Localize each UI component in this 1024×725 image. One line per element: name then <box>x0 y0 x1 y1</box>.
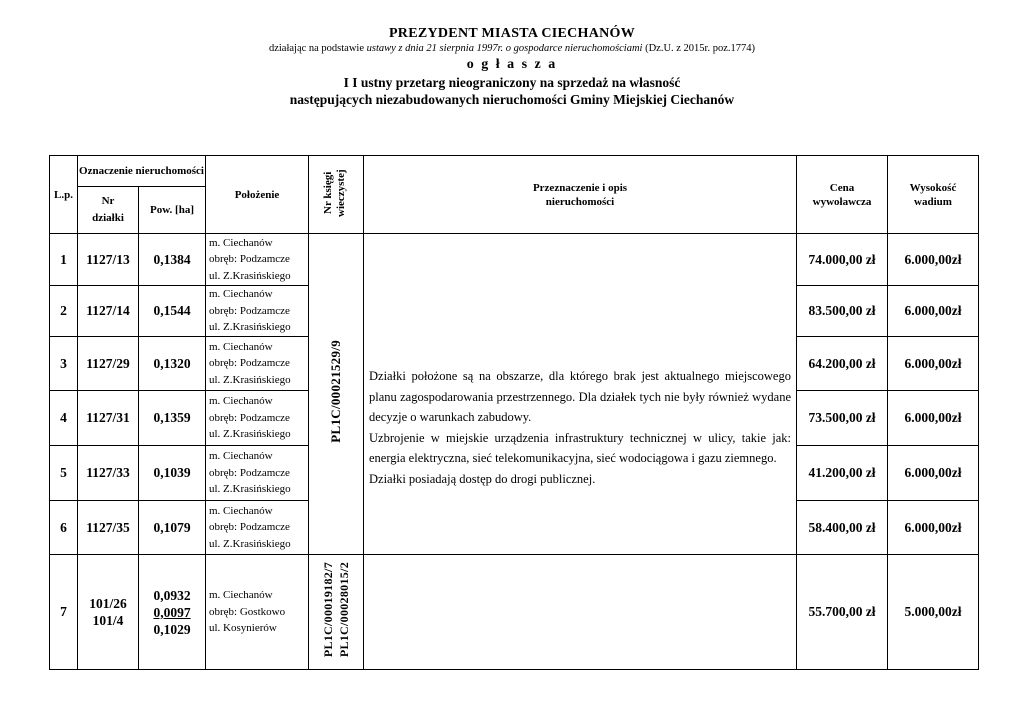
row-plot: 1127/35 <box>78 501 139 555</box>
deposit-header-text: Wysokość wadium <box>909 181 957 208</box>
row-price: 55.700,00 zł <box>797 555 888 670</box>
land-register-group <box>309 234 364 555</box>
row-lp: 1 <box>50 234 78 286</box>
tender-line-2: następujących niezabudowanych nieruchomości Gminy Miejskiej Ciechanów <box>289 92 735 107</box>
row-lp: 5 <box>50 446 78 501</box>
location-precinct: obręb: Podzamcze <box>209 521 290 534</box>
row-area: 0,1544 <box>139 286 206 337</box>
location-street: ul. Z.Krasińskiego <box>209 537 291 550</box>
legal-basis-prefix: działając na podstawie <box>268 43 367 54</box>
location-town: m. Ciechanów <box>209 504 273 517</box>
row-area <box>139 555 206 670</box>
location-precinct: obręb: Podzamcze <box>209 253 290 266</box>
row-price: 64.200,00 zł <box>797 337 888 391</box>
location-town: m. Ciechanów <box>209 340 273 353</box>
col-purpose-header <box>364 156 797 234</box>
area-value: 0,0932 <box>153 587 191 603</box>
table-row <box>50 234 979 286</box>
row-description-empty <box>364 555 797 670</box>
area-total: 0,1029 <box>153 621 191 637</box>
row-lp: 7 <box>50 555 78 670</box>
row-plot: 1127/29 <box>78 337 139 391</box>
row-deposit: 5.000,00zł <box>888 555 979 670</box>
col-location-header: Położenie <box>206 156 309 234</box>
row-deposit: 6.000,00zł <box>888 446 979 501</box>
purpose-header-text: Przeznaczenie i opis nieruchomości <box>532 181 628 208</box>
row-plot: 1127/13 <box>78 234 139 286</box>
announcement-word: o g ł a s z a <box>466 57 558 72</box>
location-town: m. Ciechanów <box>209 288 273 301</box>
row-deposit: 6.000,00zł <box>888 234 979 286</box>
col-land-register-header <box>309 156 364 234</box>
row-lp: 3 <box>50 337 78 391</box>
col-price-header <box>797 156 888 234</box>
header-row-1 <box>50 156 979 187</box>
col-designation-header: Oznaczenie nieruchomości <box>78 156 206 187</box>
col-lp-header: L.p. <box>50 156 78 234</box>
col-deposit-header <box>888 156 979 234</box>
price-header-text: Cena wywoławcza <box>812 181 872 208</box>
location-street: ul. Z.Krasińskiego <box>209 321 291 334</box>
land-register-header-text: Nr księgi wieczystej <box>322 168 347 217</box>
plot-header-text: Nr działki <box>92 195 124 224</box>
row-location <box>206 234 309 286</box>
row-area: 0,1079 <box>139 501 206 555</box>
location-street: ul. Kosynierów <box>209 622 277 635</box>
location-town: m. Ciechanów <box>209 450 273 463</box>
property-description <box>364 234 797 555</box>
row-plot: 1127/33 <box>78 446 139 501</box>
row-location <box>206 286 309 337</box>
row-plot: 1127/14 <box>78 286 139 337</box>
row-price: 41.200,00 zł <box>797 446 888 501</box>
plot-number: 101/4 <box>92 613 124 628</box>
location-street: ul. Z.Krasińskiego <box>209 373 291 386</box>
location-street: ul. Z.Krasińskiego <box>209 428 291 441</box>
row-location <box>206 501 309 555</box>
row-area: 0,1039 <box>139 446 206 501</box>
legal-basis <box>0 43 1024 54</box>
row-location <box>206 446 309 501</box>
location-street: ul. Z.Krasińskiego <box>209 269 291 282</box>
row-price: 83.500,00 zł <box>797 286 888 337</box>
row-lp: 2 <box>50 286 78 337</box>
row-land-register <box>309 555 364 670</box>
row-area: 0,1359 <box>139 391 206 446</box>
description-utilities: Uzbrojenie w miejskie urządzenia infrastruktury technicznej w ulicy, takie jak: energia elektryczna, sieć telekomunikacyjna, sieć wodociągowa i gazu ziemnego. <box>369 430 791 465</box>
row-location <box>206 555 309 670</box>
plot-number: 101/26 <box>89 596 127 611</box>
row-location <box>206 391 309 446</box>
row-plot: 1127/31 <box>78 391 139 446</box>
row-plot <box>78 555 139 670</box>
location-precinct: obręb: Gostkowo <box>209 605 286 618</box>
tender-line-1: I I ustny przetarg nieograniczony na sprzedaż na własność <box>343 75 681 90</box>
location-precinct: obręb: Podzamcze <box>209 304 290 317</box>
location-street: ul. Z.Krasińskiego <box>209 483 291 496</box>
row-area: 0,1384 <box>139 234 206 286</box>
row-price: 58.400,00 zł <box>797 501 888 555</box>
properties-table <box>49 155 979 670</box>
row-price: 74.000,00 zł <box>797 234 888 286</box>
land-register-number: PL1C/00028015/2 <box>337 561 351 658</box>
row-location <box>206 337 309 391</box>
area-value: 0,0097 <box>153 604 191 620</box>
row-deposit: 6.000,00zł <box>888 391 979 446</box>
row-deposit: 6.000,00zł <box>888 337 979 391</box>
land-register-number: PL1C/00019182/7 <box>321 561 335 658</box>
row-lp: 4 <box>50 391 78 446</box>
legal-basis-act: ustawy z dnia 21 sierpnia 1997r. o gospodarce nieruchomościami <box>366 43 643 54</box>
row-area: 0,1320 <box>139 337 206 391</box>
row-deposit: 6.000,00zł <box>888 286 979 337</box>
location-town: m. Ciechanów <box>209 589 273 602</box>
location-precinct: obręb: Podzamcze <box>209 411 290 424</box>
row-deposit: 6.000,00zł <box>888 501 979 555</box>
location-town: m. Ciechanów <box>209 236 273 249</box>
col-area-header: Pow. [ha] <box>139 187 206 234</box>
location-precinct: obręb: Podzamcze <box>209 357 290 370</box>
row-price: 73.500,00 zł <box>797 391 888 446</box>
table-row <box>50 555 979 670</box>
row-lp: 6 <box>50 501 78 555</box>
description-plan: Działki położone są na obszarze, dla którego brak jest aktualnego miejscowego planu zagospodarowania przestrzennego. Dla działek tych nie były również wydane decyzje o warunkach zabudowy. <box>369 369 791 424</box>
description-access: Działki posiadają dostęp do drogi publicznej. <box>369 471 596 486</box>
document-title: PREZYDENT MIASTA CIECHANÓW <box>388 26 636 41</box>
land-register-number: PL1C/00021529/9 <box>328 340 343 443</box>
col-plot-header <box>78 187 139 234</box>
location-precinct: obręb: Podzamcze <box>209 466 290 479</box>
legal-basis-suffix: (Dz.U. z 2015r. poz.1774) <box>642 43 756 54</box>
location-town: m. Ciechanów <box>209 395 273 408</box>
